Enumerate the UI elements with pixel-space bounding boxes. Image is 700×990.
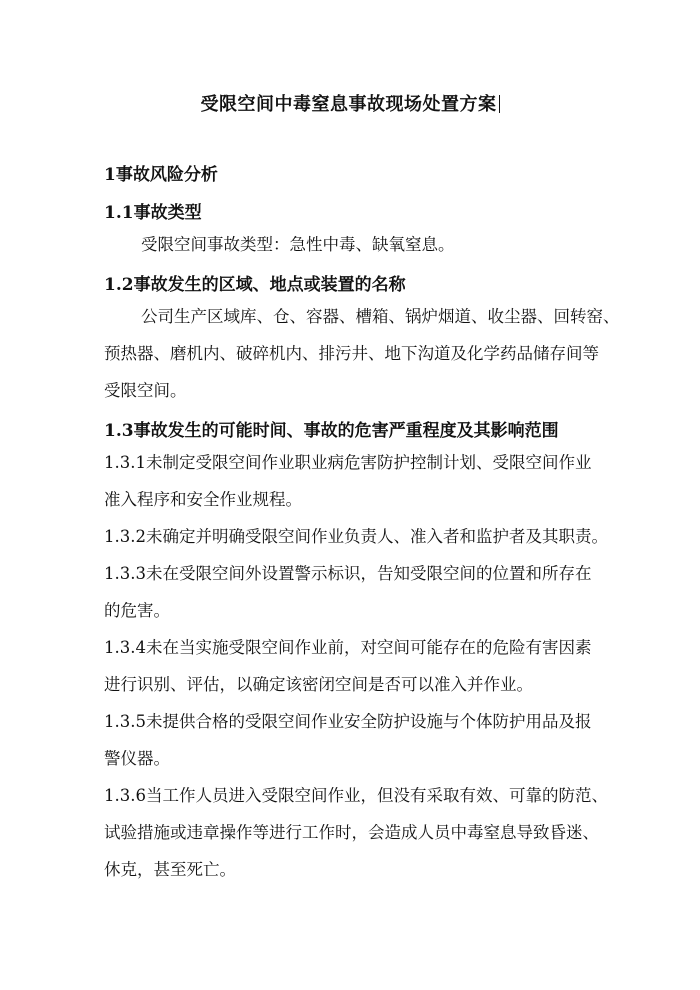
document-title: [0, 90, 700, 116]
document-title-text: 受限空间中毒窒息事故现场处置方案: [200, 94, 497, 115]
paragraph-line: 1.3.3未在受限空间外设置警示标识，告知受限空间的位置和所存在: [104, 564, 592, 583]
section-1-1-text: [104, 226, 641, 263]
paragraph-line: 1.3.5未提供合格的受限空间作业安全防护设施与个体防护用品及报: [104, 712, 592, 731]
paragraph-line: 准入程序和安全作业规程。: [104, 490, 302, 509]
paragraph-line: 进行识别、评估，以确定该密闭空间是否可以准入并作业。: [104, 675, 533, 694]
item-1-3-5: [104, 703, 604, 777]
item-1-3-2: [104, 518, 608, 555]
paragraph-line: 公司生产区域库、仓、容器、槽箱、锅炉烟道、收尘器、回转窑、: [141, 307, 620, 326]
paragraph-line: 休克，甚至死亡。: [104, 860, 236, 879]
paragraph-line: 预热器、磨机内、破碎机内、排污井、地下沟道及化学药品储存间等: [104, 344, 599, 363]
paragraph-line: 1.3.1未制定受限空间作业职业病危害防护控制计划、受限空间作业: [104, 453, 592, 472]
section-1-3-heading: 1.3事故发生的可能时间、事故的危害严重程度及其影响范围: [104, 421, 559, 441]
paragraph-line: 的危害。: [104, 601, 170, 620]
paragraph-line: 1.3.4未在当实施受限空间作业前，对空间可能存在的危险有害因素: [104, 638, 592, 657]
item-1-3-4: [104, 629, 604, 703]
section-1-1-heading: 1.1事故类型: [104, 203, 202, 223]
section-1-2-heading: 1.2事故发生的区域、地点或装置的名称: [104, 275, 406, 295]
item-1-3-6: [104, 777, 608, 888]
section-1-2-paragraph: [104, 298, 620, 409]
paragraph-line: 试验措施或违章操作等进行工作时，会造成人员中毒窒息导致昏迷、: [104, 823, 599, 842]
item-1-3-3: [104, 555, 604, 629]
item-1-3-1: [104, 444, 604, 518]
paragraph-line: 1.3.6当工作人员进入受限空间作业，但没有采取有效、可靠的防范、: [104, 786, 608, 805]
text-cursor: [499, 95, 500, 113]
paragraph-line: 受限空间事故类型：急性中毒、缺氧窒息。: [141, 235, 455, 254]
paragraph-line: 受限空间。: [104, 381, 187, 400]
section-1-heading: 1事故风险分析: [104, 165, 218, 185]
paragraph-line: 1.3.2未确定并明确受限空间作业负责人、准入者和监护者及其职责。: [104, 527, 608, 546]
paragraph-line: 警仪器。: [104, 749, 170, 768]
